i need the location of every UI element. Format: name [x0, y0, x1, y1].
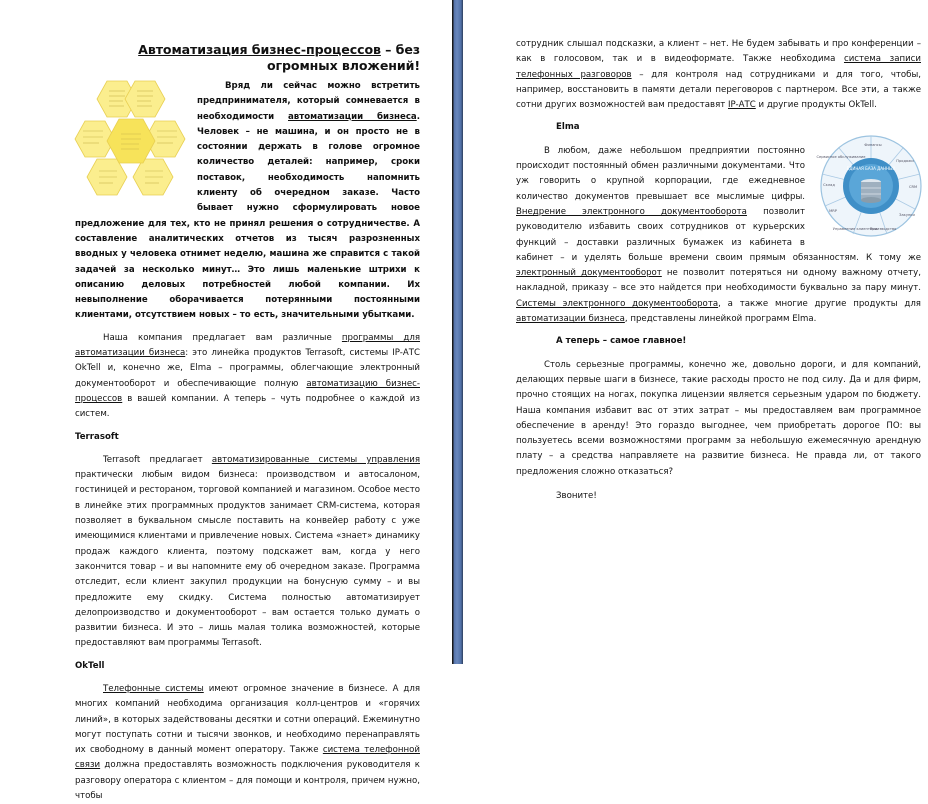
terrasoft-paragraph: Terrasoft предлагает автоматизированные системы управления практически любым видом бизнеса: производством и автосалоном, гостиницей и рестораном, торговой компанией и магазином. Особое место в линейке этих программных продуктов занимает CRM-система, которая позволяет в буквальном смысле поставить на конвейер работу с уже имеющимися клиентами и привлечение новых. Система «знает» динамику продаж каждого клиента, поэтому подскажет вам, когда у него закончится товар – и вы напомните ему об очередном заказе. Программа отследит, если клиент закупил продукции на бонусную сумму – и вы предложите ему скидку. Система полностью автоматизирует делопроизводство и документооборот – вам остается только думать о развитии бизнеса. И это – лишь малая толика возможностей, которые предоставляют вам программы Terrasoft. [75, 454, 421, 649]
svg-text:Закупки: Закупки [899, 212, 915, 217]
title-rest: – без огромных вложений! [266, 42, 420, 73]
document-page-right[interactable] [463, 0, 928, 664]
link-electronic-document-flow[interactable]: электронный документооборот [516, 268, 662, 279]
link-business-automation[interactable]: автоматизации бизнеса [288, 111, 417, 122]
heading-terrasoft: Terrasoft [75, 431, 119, 442]
link-automated-control-systems[interactable]: автоматизированные системы управления [211, 454, 420, 465]
page-gutter-separator [452, 0, 463, 664]
link-automation-programs[interactable]: программы для автоматизации бизнеса [75, 332, 421, 359]
document-title [75, 42, 420, 74]
elma-paragraph: В любом, даже небольшом предприятии постоянно происходит постоянный обмен различными документами. Что уж говорить о крупной корпорации, где ежедневное количество документов превышает все мыслимые цифры. Внедрение электронного документооборота позволит руководителю избавить своих сотрудников от курьерских функций – доставки различных бумажек из кабинета в кабинет – и уделять больше времени своим прямым обязанностям. К тому же электронный документооборот не позволит потеряться ни одному важному отчету, накладной, приказу – все это найдется при необходимости буквально за пару минут. Системы электронного документооборота, а также многие другие продукты для автоматизации бизнеса, представлены линейкой программ Elma. [516, 145, 921, 325]
rental-offer-paragraph: Столь серьезные программы, конечно же, довольно дороги, и для компаний, делающих первые шаги в бизнесе, такие расходы просто не под силу. Да и для фирм, прочно стоящих на ногах, покупка лицензии является серьезным ударом по бюджету. Наша компания избавит вас от этих затрат – мы предоставляем вам программное обеспечение в аренду! Это гораздо выгоднее, чем приобретать дорогое ПО: вы пользуетесь всеми возможностями программ за небольшую ежемесячную арендную плату – а средства направляете на развитие бизнеса. Не правда ли, от такого предложения сложно отказаться? [516, 359, 921, 477]
oktell-paragraph: Телефонные системы имеют огромное значение в бизнесе. А для многих компаний необходима организация колл-центров и «горячих линий», в которых задействованы десятки и сотни операций. Ежеминутно могут поступать сотни и тысячи звонков, и необходимо перенаправлять их свободному в данный момент оператору. Также система телефонной связи должна предоставлять возможность подключения руководителя к разговору оператора с клиентом – для помощи и контроля, причем нужно, чтобы [75, 683, 420, 802]
link-phone-communication-system[interactable]: система телефонной связи [75, 745, 420, 771]
link-bpm-automation[interactable]: автоматизацию бизнес-процессов [75, 378, 420, 404]
svg-text:CRM: CRM [908, 184, 918, 189]
svg-text:Склад: Склад [823, 182, 835, 187]
heading-elma: Elma [556, 122, 580, 133]
link-call-recording-system[interactable]: система записи телефонных разговоров [516, 54, 921, 80]
heading-oktell: OkTell [75, 660, 105, 671]
link-business-automation-2[interactable]: автоматизации бизнеса [516, 314, 625, 325]
document-page-left[interactable] [0, 0, 452, 802]
title-link[interactable]: Автоматизация бизнес-процессов [138, 42, 381, 57]
link-edm-systems[interactable]: Системы электронного документооборота [516, 298, 719, 309]
svg-text:Финансы: Финансы [864, 142, 882, 147]
intro-paragraph: Вряд ли сейчас можно встретить предпринимателя, который сомневается в необходимости автоматизации бизнеса. Человек – не машина, и он просто не в состоянии держать в голове огромное количество деталей: например, сроки поставок, необходимость напомнить клиенту об очередном заказе. Часто бывает нужно сформулировать новое предложение для тех, кто не принял решения о сотрудничестве. А составление аналитических отчетов из тысяч разрозненных вводных у человека отнимет неделю, машина же справится с такой задачей за несколько минут… Это лишь маленькие штрихи к описанию деловых потребностей любой компании. Их невыполнение оборачивается потерянными постоянными клиентами, отсутствием новых – то есть, значительными убытками. [75, 81, 420, 321]
svg-text:Сервисное обслуживание: Сервисное обслуживание [816, 154, 866, 159]
svg-text:MRP: MRP [829, 208, 837, 213]
link-ip-ats[interactable]: IP-АТС [728, 100, 756, 111]
oktell-continuation-paragraph: сотрудник слышал подсказки, а клиент – нет. Не будем забывать и про конференции – как в голосовом, так и в видеоформате. Также необходима система записи телефонных разговоров – для контроля над сотрудниками и для того, чтобы, например, восстановить в памяти детали переговоров с партнером. Все эти, а также сотни других возможностей вам предоставят IP-АТС и другие продукты OkTell. [516, 39, 921, 111]
business-process-hexagon-image [69, 79, 189, 214]
diagram-center-label: ЕДИНАЯ БАЗА ДАННЫХ [846, 165, 896, 171]
svg-text:Управление клиентами: Управление клиентами [832, 226, 878, 231]
page-right-text-column [516, 37, 921, 511]
link-phone-systems[interactable]: Телефонные системы [103, 683, 204, 694]
closing-call-to-action: Звоните! [556, 491, 597, 502]
svg-text:Продажи: Продажи [896, 158, 914, 163]
link-edm-implementation[interactable]: Внедрение электронного документооборота [516, 206, 747, 217]
company-offer-paragraph: Наша компания предлагает вам различные программы для автоматизации бизнеса: это линейка продуктов Terrasoft, системы IP-АТС OkTell и, конечно же, Elma – программы, облегчающие электронный документооборот и обеспечивающие полную автоматизацию бизнес-процессов в вашей компании. А теперь – чуть подробнее о каждой из систем. [75, 332, 421, 420]
svg-text:Производство: Производство [869, 226, 897, 231]
elma-unified-database-diagram [815, 134, 927, 238]
heading-most-important: А теперь – самое главное! [556, 336, 687, 347]
page-left-text-column [75, 38, 420, 804]
